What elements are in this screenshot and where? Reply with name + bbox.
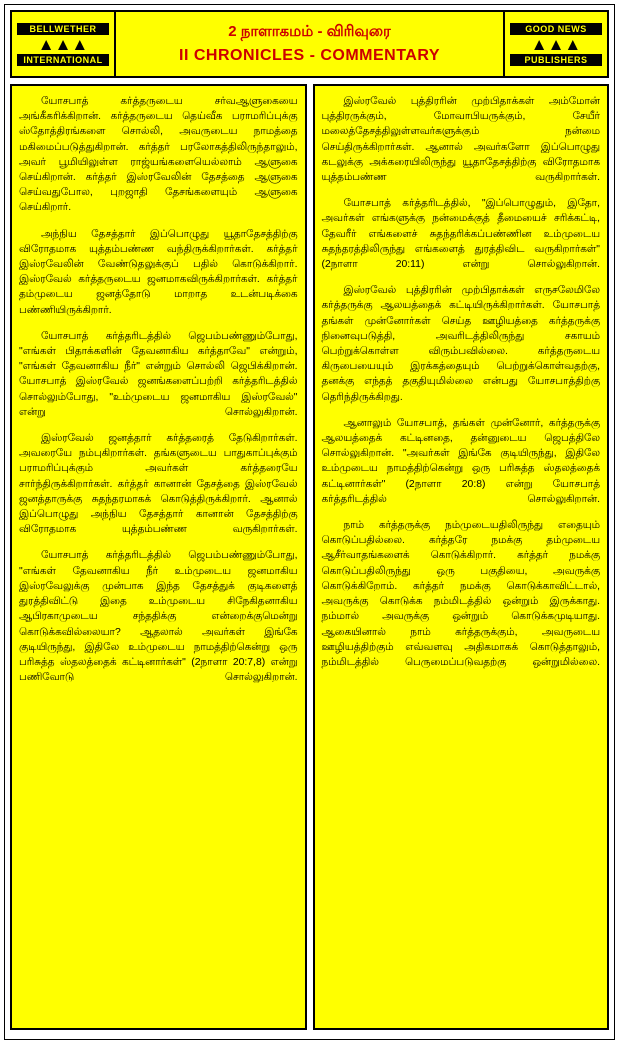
logo-right-line2: PUBLISHERS <box>510 54 602 66</box>
page-title-english: II CHRONICLES - COMMENTARY <box>179 46 440 64</box>
header-banner <box>10 10 609 78</box>
paragraph: நாம் கர்த்தருக்கு நம்முடையதிலிருந்து எதையும் கொடுப்பதில்லை. கர்த்தரே நமக்கு தம்முடைய ஆசீர்வாதங்களைக் கொடுக்கிறார். கர்த்தர் நமக்கு கொடுப்பதிலிருந்து ஒரு பகுதியை, அவருக்கு கொடுக்கிறோம். கர்த்தர் நமக்கு கொடுக்காவிட்டால், அவருக்கு கொடுக்க நம்மிடத்தில் ஒன்றும் இருக்காது. நம்மால் அவருக்கு ஒன்றும் கொடுக்கமுடியாது. ஆகையினால் நாம் கர்த்தருக்கும், அவருடைய ஊழியத்திற்கும் எவ்வளவு அதிகமாகக் கொடுத்தாலும், நம்மிடத்தில் பெருமைப்படுவதற்கு ஒன்றுமில்லை. <box>321 520 600 668</box>
tower-icon: ▲▲▲ <box>37 34 89 54</box>
publisher-logo-left <box>12 12 116 76</box>
paragraph: யோசபாத் கர்த்தரிடத்தில், "இப்பொழுதும், இதோ, அவர்கள் எங்களுக்கு நன்மைக்குத் தீமையைச் சரிக்கட்டி, தேவரீர் எங்களைச் சுதந்தரிக்கப்பண்ணின உம்முடைய சுதந்தரத்திலிருந்து எங்களைத் துரத்திவிட வருகிறார்கள்" (2நாளா 20:11) என்று சொல்லுகிறான். <box>321 198 600 271</box>
paragraph: இஸ்ரவேல் ஜனத்தார் கர்த்தரைத் தேடுகிறார்கள். அவரையே நம்புகிறார்கள். தங்களுடைய பாதுகாப்புக்கும் பராமரிப்புக்கும் அவர்கள் கர்த்தரையே சார்ந்திருக்கிறார்கள். கர்த்தர் கானான் தேசத்தை இஸ்ரவேல் ஜனத்தாருக்கு சுதந்தரமாகக் கொடுத்திருக்கிறார். ஆனால் இப்பொழுது அந்நிய தேசத்தார் கானான் தேசத்திற்கு விரோதமாக யுத்தம்பண்ண வருகிறார்கள். <box>19 433 298 536</box>
paragraph: இஸ்ரவேல் புத்திரரின் முற்பிதாக்கள் எருசலேமிலே கர்த்தருக்கு ஆலயத்தைக் கட்டியிருக்கிறார்கள். யோசபாத் தங்கள் முன்னோர்கள் செய்த ஊழியத்தை கர்த்தருக்கு நினைவுபடுத்தி, அவரிடத்திலிருந்து சகாயம் பெற்றுக்கொள்ள விரும்பவில்லை. கர்த்தருடைய கிருபையையும் இரக்கத்தையும் பெற்றுக்கொள்வதற்கு, தனக்கு எந்தத் தகுதியுமில்லை என்பது யோசபாத்திற்கு தெரிந்திருக்கிறது. <box>321 285 600 403</box>
commentary-body <box>10 84 609 1030</box>
header-titles <box>116 12 503 76</box>
publisher-logo-right <box>503 12 607 76</box>
logo-left-line1: BELLWETHER <box>17 23 109 35</box>
logo-right-line1: GOOD NEWS <box>510 23 602 35</box>
paragraph: இஸ்ரவேல் புத்திரரின் முற்பிதாக்கள் அம்மோன் புத்திரருக்கும், மோவாபியருக்கும், சேயீர் மலைத்தேசத்திலுள்ளவர்களுக்கும் நன்மை செய்திருக்கிறார்கள். ஆனால் அவர்களோ இப்பொழுது கடலுக்கு அக்கரையிலிருந்து யூதாதேசத்திற்கு விரோதமாக யுத்தம்பண்ண வருகிறார்கள். <box>321 96 600 184</box>
tower-icon: ▲▲▲ <box>530 34 582 54</box>
logo-left-line2: INTERNATIONAL <box>17 54 109 66</box>
right-column <box>313 84 610 1030</box>
left-column <box>10 84 307 1030</box>
paragraph: அந்நிய தேசத்தார் இப்பொழுது யூதாதேசத்திற்கு விரோதமாக யுத்தம்பண்ண வந்திருக்கிறார்கள். கர்த்தர் இஸ்ரவேலின் வேண்டுதலுக்குப் பதில் கொடுக்கிறார். இஸ்ரவேல் கர்த்தருடைய ஜனமாகவிருக்கிறார்கள். கர்த்தர் தம்முடைய ஜனத்தோடு மாறாத உடன்படிக்கை பண்ணியிருக்கிறார். <box>19 228 298 316</box>
paragraph: ஆனாலும் யோசபாத், தங்கள் முன்னோர், கர்த்தருக்கு ஆலயத்தைக் கட்டினதை, தன்னுடைய ஜெபத்திலே சொல்லுகிறான். "அவர்கள் இங்கே குடியிருந்து, இதிலே உம்முடைய நாமத்திற்கென்று ஒரு பரிசுத்த ஸ்தலத்தைக் கட்டினார்கள்" (2நாளா 20:8) என்று யோசபாத் கர்த்தரிடத்தில் சொல்லுகிறான். <box>321 417 600 505</box>
paragraph: யோசபாத் கர்த்தரிடத்தில் ஜெபம்பண்ணும்போது, "எங்கள் தேவனாகிய நீர் உம்முடைய ஜனமாகிய இஸ்ரவேலுக்கு முன்பாக இந்த தேசத்துக் குடிகளைத் துரத்திவிட்டு இதை உம்முடைய சிநேகிதனாகிய ஆபிரகாமுடைய சந்ததிக்கு என்றைக்குமென்று கொடுக்கவில்லையா? ஆதலால் அவர்கள் இங்கே குடியிருந்து, இதிலே உம்முடைய நாமத்திற்கென்று ஒரு பரிசுத்த ஸ்தலத்தைக் கட்டினார்கள்" (2நாளா 20:7,8) என்று பணிவோடு சொல்லுகிறான். <box>19 550 298 684</box>
page-title-tamil: 2 நாளாகமம் - விரிவுரை <box>228 22 391 40</box>
paragraph: யோசபாத் கர்த்தரிடத்தில் ஜெபம்பண்ணும்போது, "எங்கள் பிதாக்களின் தேவனாகிய கர்த்தாவே" என்றும், "எங்கள் தேவனாகிய நீர்" என்றும் சொல்லி ஜெபிக்கிறான். யோசபாத் இஸ்ரவேல் ஜனங்களைப்பற்றி கர்த்தரிடத்தில் சொல்லும்போது, "உம்முடைய ஜனமாகிய இஸ்ரவேல்" என்று சொல்லுகிறான். <box>19 330 298 418</box>
paragraph: யோசபாத் கர்த்தருடைய சர்வஆளுகையை அங்கீகரிக்கிறான். கர்த்தருடைய தெய்வீக பராமரிப்புக்கு ஸ்தோத்திரங்களை சொல்லி, அவருடைய நாமத்தை மகிமைப்படுத்துகிறான். கர்த்தர் பரலோகத்திலிருந்தாலும், அவர் பூமியிலுள்ள ராஜ்யங்களையெல்லாம் ஆளுகை செய்கிறான். கர்த்தர் இஸ்ரவேலின் தேசத்தை ஆளுகை செய்வதுபோல, புறஜாதி தேசங்களையும் ஆளுகை செய்கிறார். <box>19 96 298 214</box>
